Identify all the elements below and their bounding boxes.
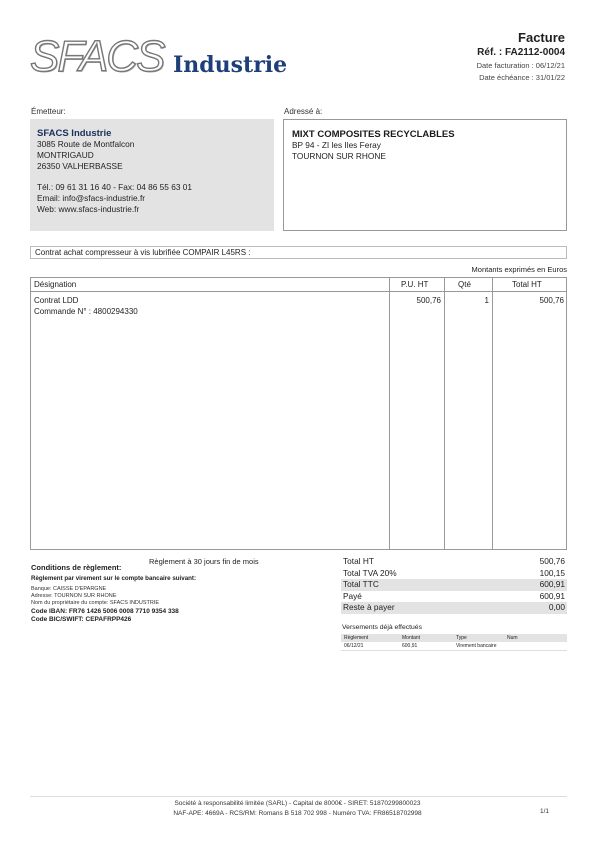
payments-header-date: Règlement: [344, 635, 369, 641]
total-label: Total TTC: [343, 579, 379, 589]
total-row: [341, 556, 567, 568]
payments-title: Versements déjà effectués: [342, 624, 422, 631]
currency-note: Montants exprimés en Euros: [471, 265, 567, 274]
column-divider: [492, 278, 493, 549]
total-value: 500,76: [539, 556, 565, 566]
emitter-address-line: 3085 Route de Montfalcon: [37, 139, 135, 149]
invoice-reference: Réf. : FA2112-0004: [477, 47, 565, 58]
contract-description: Contrat achat compresseur à vis lubrifiée COMPAIR L45RS :: [30, 246, 567, 259]
total-value: 100,15: [539, 567, 565, 578]
footer-registration-line: NAF-APE: 4669A - RCS/RM: Romans B 518 702 998 - Numéro TVA: FR86518702998: [173, 809, 422, 817]
total-label: Total TVA 20%: [343, 567, 397, 578]
payment-terms-label: Conditions de règlement:: [31, 563, 122, 572]
payments-header-amount: Montant: [402, 635, 421, 641]
total-row: [341, 602, 567, 614]
header-designation: Désignation: [34, 280, 77, 289]
row-total: 500,76: [539, 296, 564, 305]
table-header: [31, 278, 566, 292]
recipient-address-line: TOURNON SUR RHONE: [292, 151, 386, 161]
recipient-address-line: BP 94 - ZI les Iles Feray: [292, 140, 381, 150]
footer-divider: [30, 796, 567, 797]
bank-details: [31, 575, 331, 624]
total-label: Reste à payer: [343, 602, 395, 612]
invoice-date: Date facturation : 06/12/21: [476, 61, 565, 70]
payments-header: [341, 634, 567, 642]
totals-block: [341, 556, 567, 614]
transfer-title: Règlement par virement sur le compte bancaire suivant:: [31, 575, 197, 582]
bic-swift: Code BIC/SWIFT: CEPAFRPP426: [31, 615, 132, 623]
column-divider: [444, 278, 445, 549]
recipient-label: Adressé à:: [284, 107, 323, 116]
payment-row: [341, 642, 567, 651]
row-designation: Contrat LDD: [34, 296, 79, 305]
row-order-number: Commande N° : 4800294330: [34, 307, 138, 316]
header-total: Total HT: [512, 280, 542, 289]
total-row: [341, 579, 567, 591]
account-owner: Nom du propriétaire du compte: SFACS INDUSTRIE: [31, 600, 160, 607]
emitter-email[interactable]: Email: info@sfacs-industrie.fr: [37, 193, 146, 203]
total-value: 0,00: [548, 602, 565, 612]
logo-subtitle: Industrie: [173, 52, 288, 78]
recipient-box: [283, 119, 567, 231]
payment-amount: 600,91: [402, 643, 418, 649]
emitter-phone: Tél.: 09 61 31 16 40 - Fax: 04 86 55 63 01: [37, 182, 192, 192]
payment-type: Virement bancaire: [456, 643, 497, 649]
payment-terms-value: Règlement à 30 jours fin de mois: [149, 557, 259, 566]
column-divider: [389, 278, 390, 549]
logo-brand: SFACS: [30, 32, 164, 81]
emitter-box: [30, 119, 274, 231]
total-value: 600,91: [539, 579, 565, 589]
bank-address: Adresse: TOURNON SUR RHONE: [31, 593, 117, 600]
header-quantity: Qté: [458, 280, 471, 289]
items-table: [30, 277, 567, 550]
emitter-address-line: MONTRIGAUD: [37, 150, 94, 160]
due-date: Date échéance : 31/01/22: [479, 73, 565, 82]
page-number: 1/1: [539, 808, 549, 815]
total-label: Payé: [343, 590, 362, 601]
document-title: Facture: [518, 30, 565, 45]
total-row: [341, 568, 567, 580]
emitter-label: Émetteur:: [31, 107, 66, 116]
payment-terms: [31, 557, 259, 575]
payment-date: 06/12/21: [344, 643, 364, 649]
recipient-name: MIXT COMPOSITES RECYCLABLES: [292, 129, 455, 140]
iban: Code IBAN: FR76 1426 5006 0008 7710 9354 338: [31, 607, 179, 615]
header-unit-price: P.U. HT: [401, 280, 429, 289]
row-unit-price: 500,76: [416, 296, 441, 305]
payments-header-num: Num: [507, 635, 518, 641]
emitter-address-line: 26350 VALHERBASSE: [37, 161, 123, 171]
footer-legal-line: Société à responsabilité limitée (SARL) - Capital de 8000€ - SIRET: 51870299800023: [174, 800, 421, 807]
footer: [0, 799, 595, 818]
bank-name: Banque: CAISSE D'EPARGNE: [31, 586, 107, 592]
total-value: 600,91: [539, 590, 565, 601]
emitter-website[interactable]: Web: www.sfacs-industrie.fr: [37, 204, 140, 214]
company-logo: [30, 34, 290, 82]
emitter-name: SFACS Industrie: [37, 128, 112, 139]
total-label: Total HT: [343, 556, 374, 566]
row-quantity: 1: [484, 296, 489, 305]
payments-header-type: Type: [456, 635, 467, 641]
total-row: [341, 591, 567, 603]
invoice-header: [477, 30, 565, 82]
